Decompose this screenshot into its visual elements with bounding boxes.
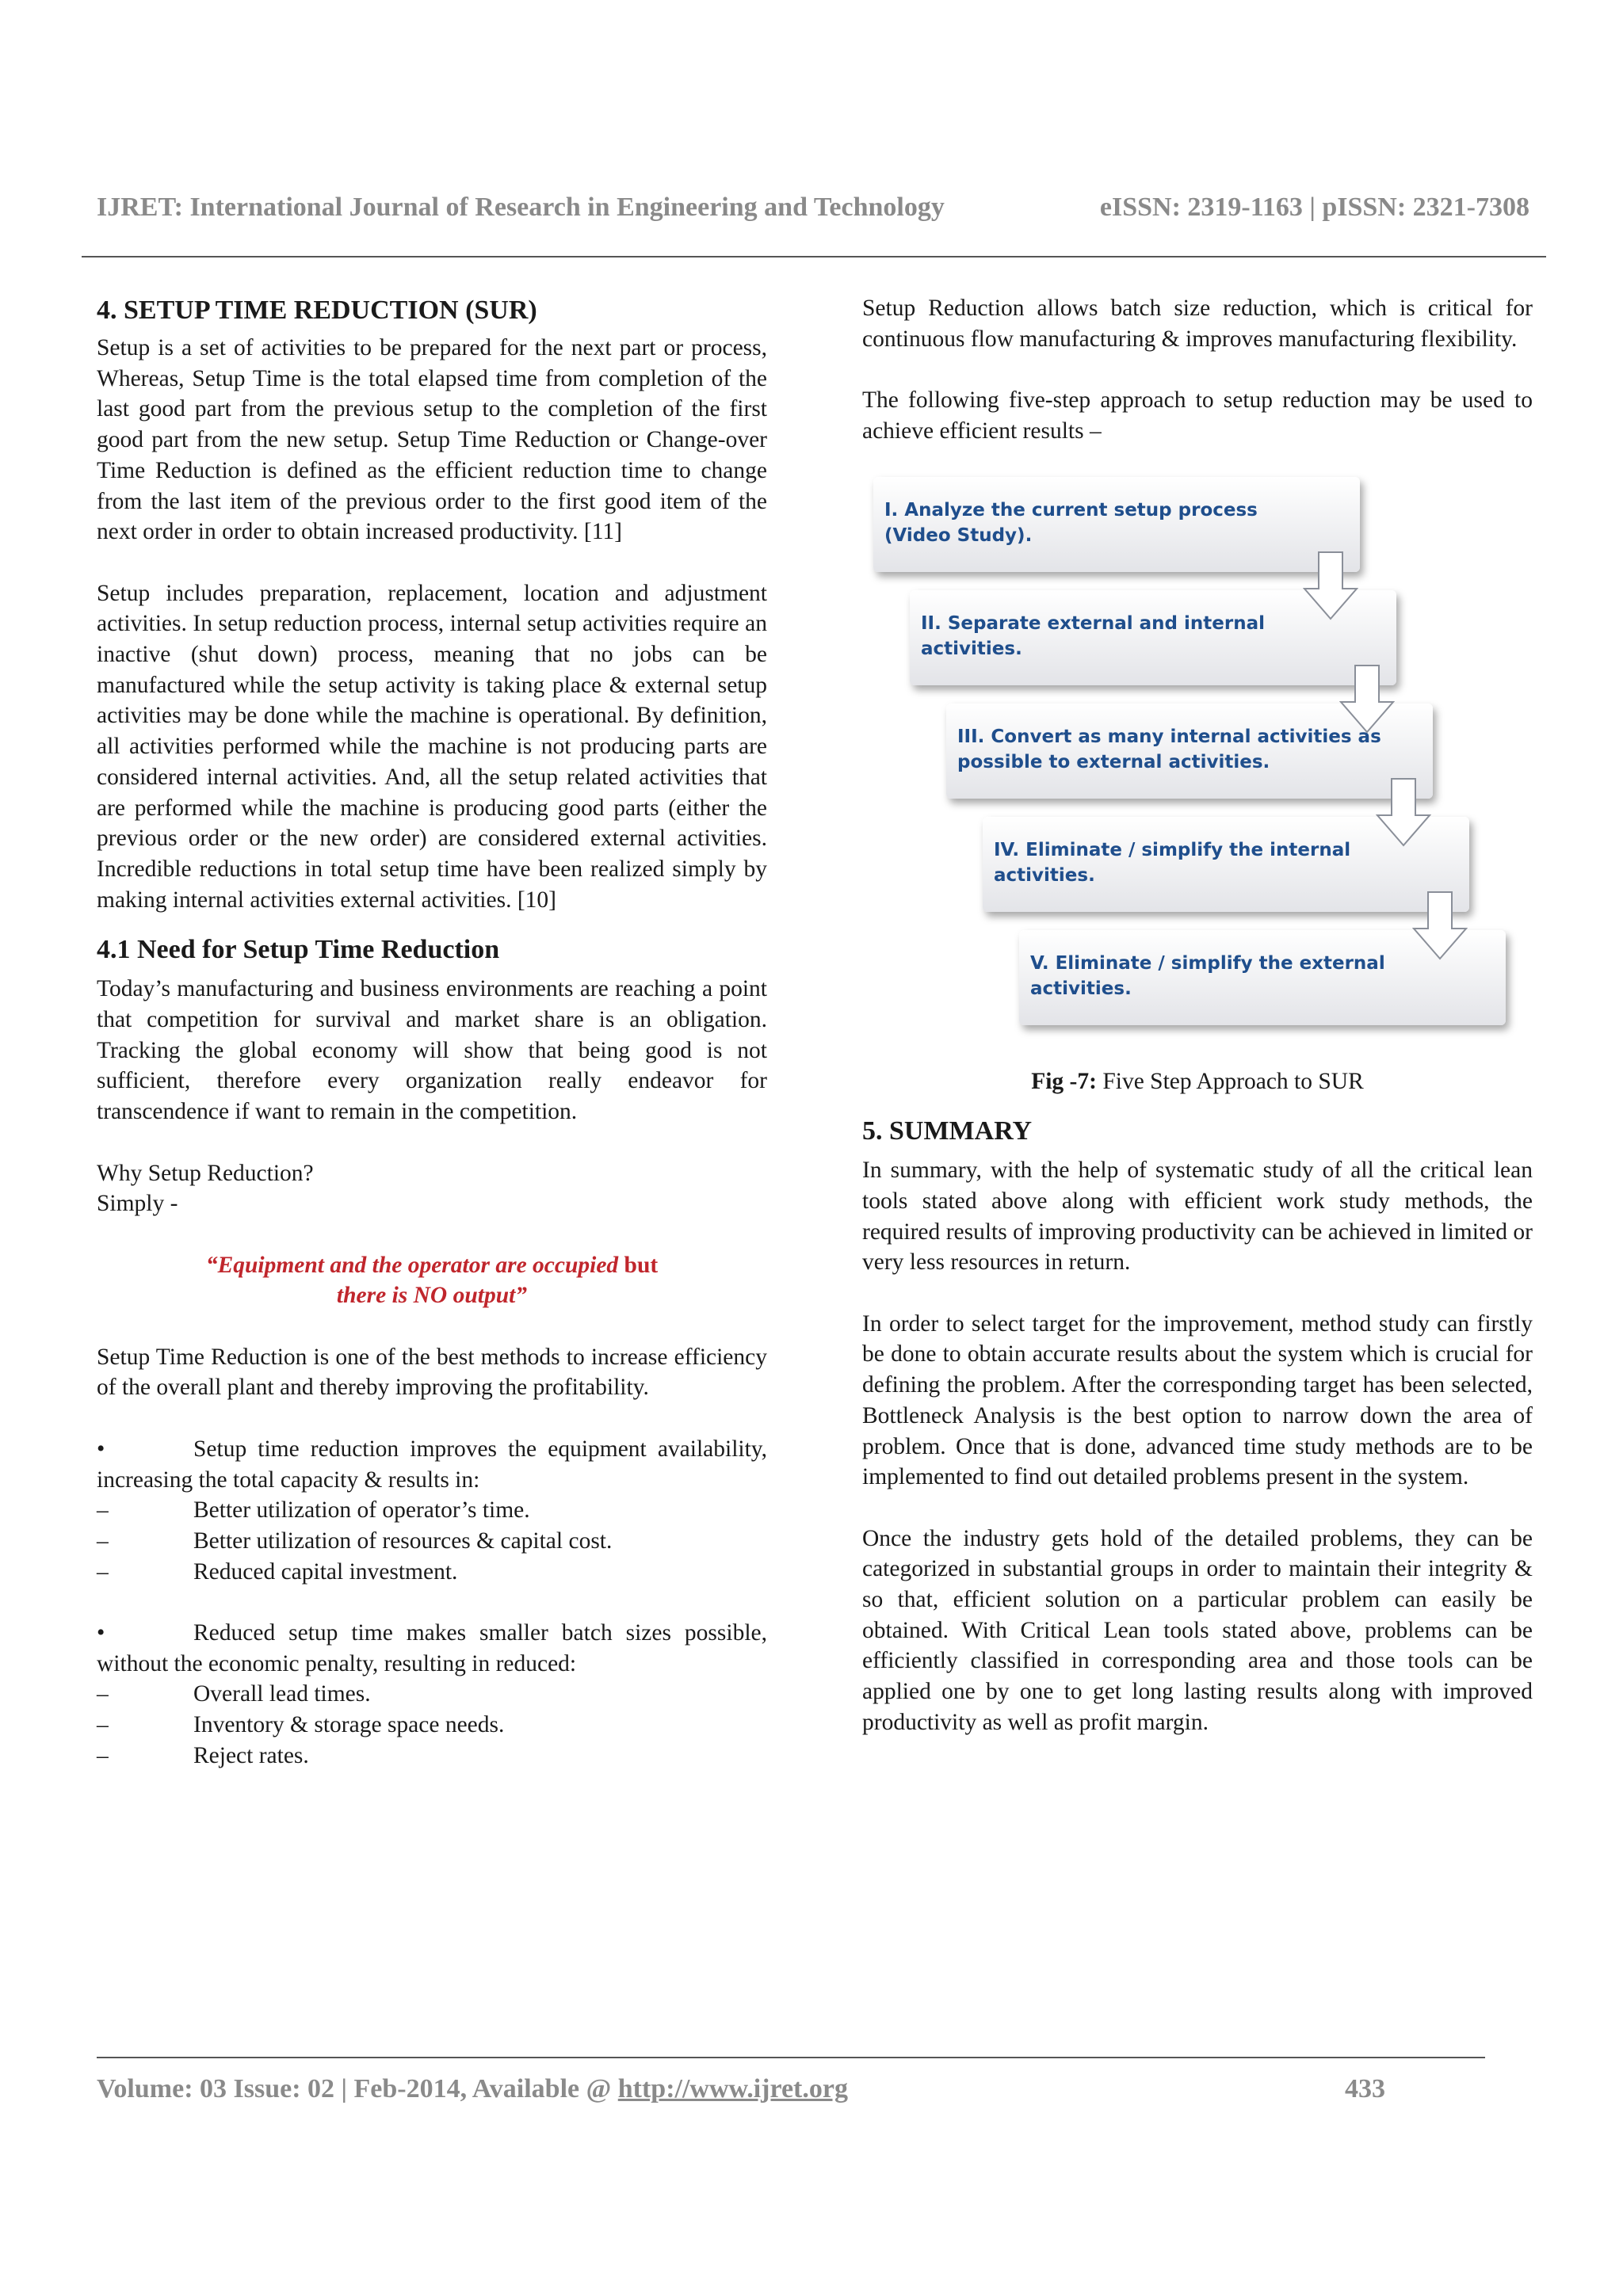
step-label: II. Separate external and internal activities. (921, 612, 1265, 659)
dash-mark: – (97, 1497, 109, 1524)
dash-mark: – (97, 1558, 109, 1585)
header-rule (82, 256, 1546, 257)
left-column (97, 293, 767, 1772)
bullet-text: Setup time reduction improves the equipment availability, increasing the total capacity & results in: (97, 1436, 767, 1493)
section-heading-summary: 5. SUMMARY (862, 1116, 1033, 1146)
step-label: IV. Eliminate / simplify the internal activities. (994, 839, 1351, 886)
simply-label: Simply - (97, 1191, 178, 1217)
section-heading-setup-time-reduction: 4. SETUP TIME REDUCTION (SUR) (97, 296, 537, 325)
footer-rule (97, 2057, 1485, 2058)
down-arrow-icon (1339, 664, 1395, 735)
dash-mark: – (97, 1681, 109, 1707)
list-item-text: Inventory & storage space needs. (193, 1712, 505, 1738)
down-arrow-icon (1412, 891, 1468, 962)
quote-part-2: but (624, 1252, 659, 1278)
step-label: I. Analyze the current setup process (Video Study). (884, 499, 1258, 546)
list-item (97, 1710, 767, 1741)
journal-title: IJRET: International Journal of Research in Engineering and Technology (97, 193, 945, 222)
bullet-availability (97, 1434, 767, 1495)
paragraph-summary-3: Once the industry gets hold of the detailed problems, they can be categorized in substantial groups in order to maintain their integrity & so that, efficient solution on a particular problem can easily be obtained. With Critical Lean tools stated above, problems can be efficiently classified in corresponding area and those tools can be applied one by one to get long lasting results along with improved productivity as well as profit margin. (862, 1525, 1533, 1735)
issn-info: eISSN: 2319-1163 | pISSN: 2321-7308 (1099, 193, 1529, 222)
list-item (97, 1557, 767, 1588)
running-footer (97, 2074, 1491, 2104)
step-box-1 (873, 477, 1360, 572)
caption-label: Fig -7: (1031, 1068, 1097, 1094)
dash-mark: – (97, 1742, 109, 1768)
down-arrow-icon (1376, 777, 1431, 849)
step-label: V. Eliminate / simplify the external activities. (1030, 952, 1385, 999)
quote-part-3: there is NO output” (336, 1283, 528, 1309)
step-label: III. Convert as many internal activities as possible to external activities. (957, 726, 1381, 772)
list-item-text: Better utilization of resources & capital cost. (193, 1527, 613, 1554)
paragraph-efficiency: Setup Time Reduction is one of the best methods to increase efficiency of the overall plant and thereby improving the profitability. (97, 1344, 767, 1401)
figure-caption (862, 1066, 1533, 1097)
quote-part-1: “Equipment and the operator are occupied (205, 1252, 619, 1278)
bullet-batch-size (97, 1618, 767, 1679)
paragraph-summary-1: In summary, with the help of systematic study of all the critical lean tools stated above along with efficient work study methods, the required results of improving productivity can be achieved in limited or very less resources in return. (862, 1158, 1533, 1276)
five-step-figure (862, 477, 1533, 1047)
paragraph-five-step-intro: The following five-step approach to setup reduction may be used to achieve efficient results – (862, 387, 1533, 444)
list-item-text: Reject rates. (193, 1742, 309, 1768)
list-item-text: Overall lead times. (193, 1681, 371, 1707)
highlight-quote (97, 1250, 767, 1311)
down-arrow-icon (1303, 551, 1358, 622)
paragraph-batch-size-reduction: Setup Reduction allows batch size reduction, which is critical for continuous flow manufacturing & improves manufacturing flexibility. (862, 296, 1533, 352)
running-header (97, 193, 1529, 223)
paragraph-setup-definition: Setup is a set of activities to be prepared for the next part or process, Whereas, Setup Time is the total elapsed time from completion of the last good part from the previous setup to the completion of the first good part from the new setup. Setup Time Reduction or Change-over Time Reduction is defined as the efficient reduction time to change from the last item of the previous order to the first good item of the next order in order to obtain increased productivity. [11] (97, 335, 767, 545)
list-item (97, 1679, 767, 1710)
bullet-text: Reduced setup time makes smaller batch sizes possible, without the economic penalty, resulting in reduced: (97, 1620, 767, 1676)
why-setup-reduction: Why Setup Reduction? (97, 1160, 314, 1186)
caption-text: Five Step Approach to SUR (1096, 1068, 1364, 1094)
paragraph-competition: Today’s manufacturing and business environments are reaching a point that competition for survival and market share is an obligation. Tracking the global economy will show that being good is not sufficient, therefore every organization really endeavor for transcendence if want to remain in the competition. (97, 976, 767, 1125)
page-number: 433 (1345, 2074, 1385, 2103)
dash-mark: – (97, 1527, 109, 1554)
list-item (97, 1495, 767, 1526)
list-item (97, 1741, 767, 1772)
bullet-mark: • (97, 1436, 105, 1462)
paragraph-summary-2: In order to select target for the improvement, method study can firstly be done to obtain accurate results about the system which is crucial for defining the problem. After the corresponding target has been selected, Bottleneck Analysis is the best option to narrow down the area of problem. Once that is done, advanced time study methods are to be implemented to find out detailed problems present in the system. (862, 1310, 1533, 1490)
dash-mark: – (97, 1712, 109, 1738)
paragraph-setup-activities: Setup includes preparation, replacement, location and adjustment activities. In setup reduction process, internal setup activities require an inactive (shut down) process, meaning that no jobs can be manufactured while the setup activity is taking place & external setup activities may be done while the machine is operational. By definition, all activities performed while the machine is not producing parts are considered internal activities. And, all the setup related activities that are performed while the machine is producing good parts (either the previous order or the new order) are considered external activities. Incredible reductions in total setup time have been realized simply by making internal activities external activities. [10] (97, 580, 767, 913)
bullet-mark: • (97, 1620, 105, 1646)
list-item-text: Reduced capital investment. (193, 1558, 458, 1585)
right-column (862, 293, 1533, 1738)
journal-link[interactable]: http://www.ijret.org (617, 2074, 848, 2103)
footer-volume: Volume: 03 Issue: 02 | Feb-2014, Available @ (97, 2074, 618, 2103)
list-item-text: Better utilization of operator’s time. (193, 1497, 530, 1524)
subsection-heading-need: 4.1 Need for Setup Time Reduction (97, 935, 500, 965)
list-item (97, 1526, 767, 1557)
